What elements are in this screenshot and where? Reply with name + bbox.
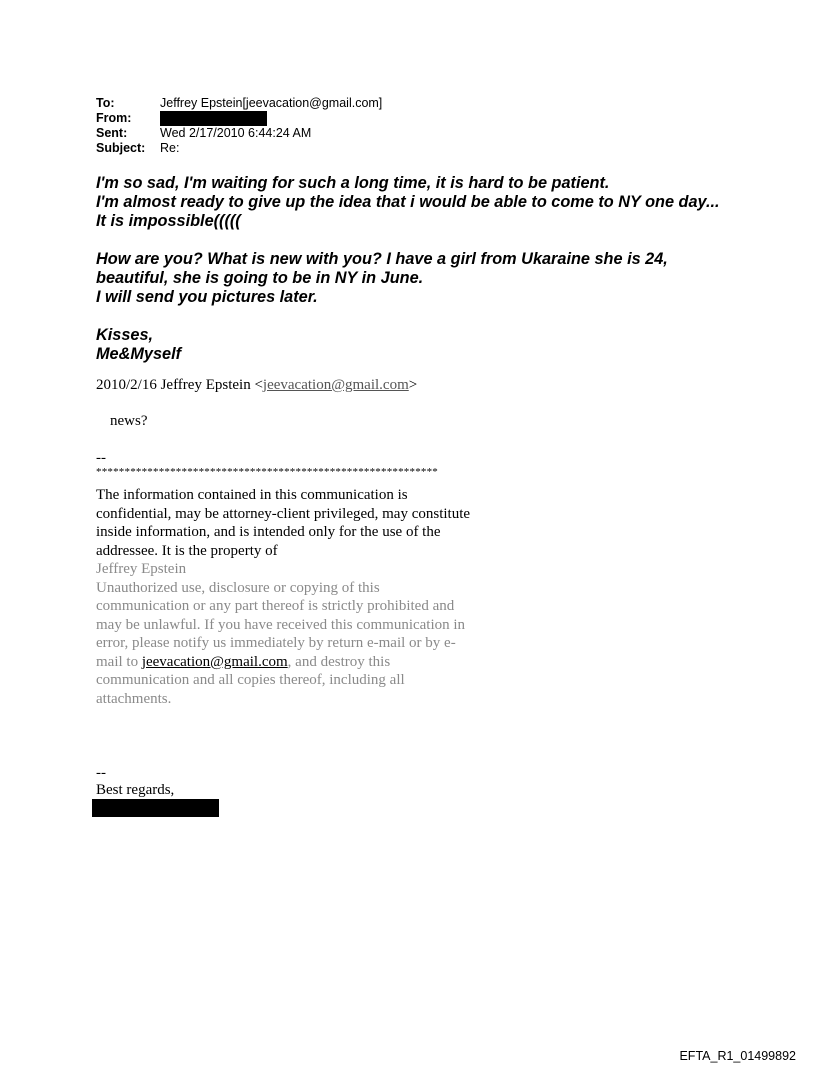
- disclaimer-warning: Unauthorized use, disclosure or copying of this communication or any part thereof is strictly prohibited and may be unlawful. If you have received this communication in error, please notify us immediately by return e-mail or by e-mail to: [96, 579, 466, 670]
- subject-value: Re:: [160, 141, 180, 155]
- from-row: [96, 111, 382, 126]
- quoted-header: 2010/2/16 Jeffrey Epstein <jeevacation@gmail.com>: [96, 377, 418, 393]
- signature-regards: Best regards,: [96, 782, 175, 798]
- message-closing: Kisses,: [96, 326, 154, 344]
- signature-dash: --: [96, 765, 106, 781]
- signature-redaction: [92, 799, 219, 817]
- disclaimer-owner: Jeffrey Epstein: [96, 561, 187, 577]
- message-line: It is impossible(((((: [96, 212, 241, 230]
- sent-row: [96, 126, 382, 141]
- to-label: To:: [96, 96, 115, 110]
- quoted-dash: --: [96, 450, 106, 466]
- sent-value: Wed 2/17/2010 6:44:24 AM: [160, 126, 312, 140]
- disclaimer-email-link[interactable]: jeevacation@gmail.com: [141, 653, 288, 670]
- message-line: beautiful, she is going to be in NY in June.: [96, 269, 424, 287]
- star-divider: ************************************************************: [96, 466, 438, 478]
- message-signoff: Me&Myself: [96, 345, 182, 363]
- from-redaction: [160, 111, 267, 126]
- document-id: EFTA_R1_01499892: [679, 1049, 796, 1063]
- disclaimer: [96, 486, 476, 708]
- disclaimer-end: , and destroy this communication and all copies thereof, including all attachments.: [96, 653, 405, 707]
- sent-label: Sent:: [96, 126, 128, 140]
- quoted-date-author: 2010/2/16 Jeffrey Epstein <: [96, 377, 263, 393]
- quoted-news: news?: [110, 413, 148, 429]
- message-body: [96, 174, 776, 364]
- message-line: I'm so sad, I'm waiting for such a long time, it is hard to be patient.: [96, 174, 610, 192]
- quoted-email-link[interactable]: jeevacation@gmail.com: [262, 377, 409, 393]
- message-line: How are you? What is new with you? I have a girl from Ukaraine she is 24,: [96, 250, 668, 268]
- disclaimer-text: The information contained in this communication is confidential, may be attorney-client privileged, may constitute inside information, and is intended only for the use of the addressee. It is the property of: [96, 487, 471, 559]
- to-value: Jeffrey Epstein[jeevacation@gmail.com]: [160, 96, 383, 110]
- subject-row: [96, 141, 382, 156]
- email-header: [96, 96, 382, 156]
- subject-label: Subject:: [96, 141, 146, 155]
- message-line: I'm almost ready to give up the idea that i would be able to come to NY one day...: [96, 193, 720, 211]
- message-line: I will send you pictures later.: [96, 288, 318, 306]
- to-row: [96, 96, 382, 111]
- from-label: From:: [96, 111, 132, 125]
